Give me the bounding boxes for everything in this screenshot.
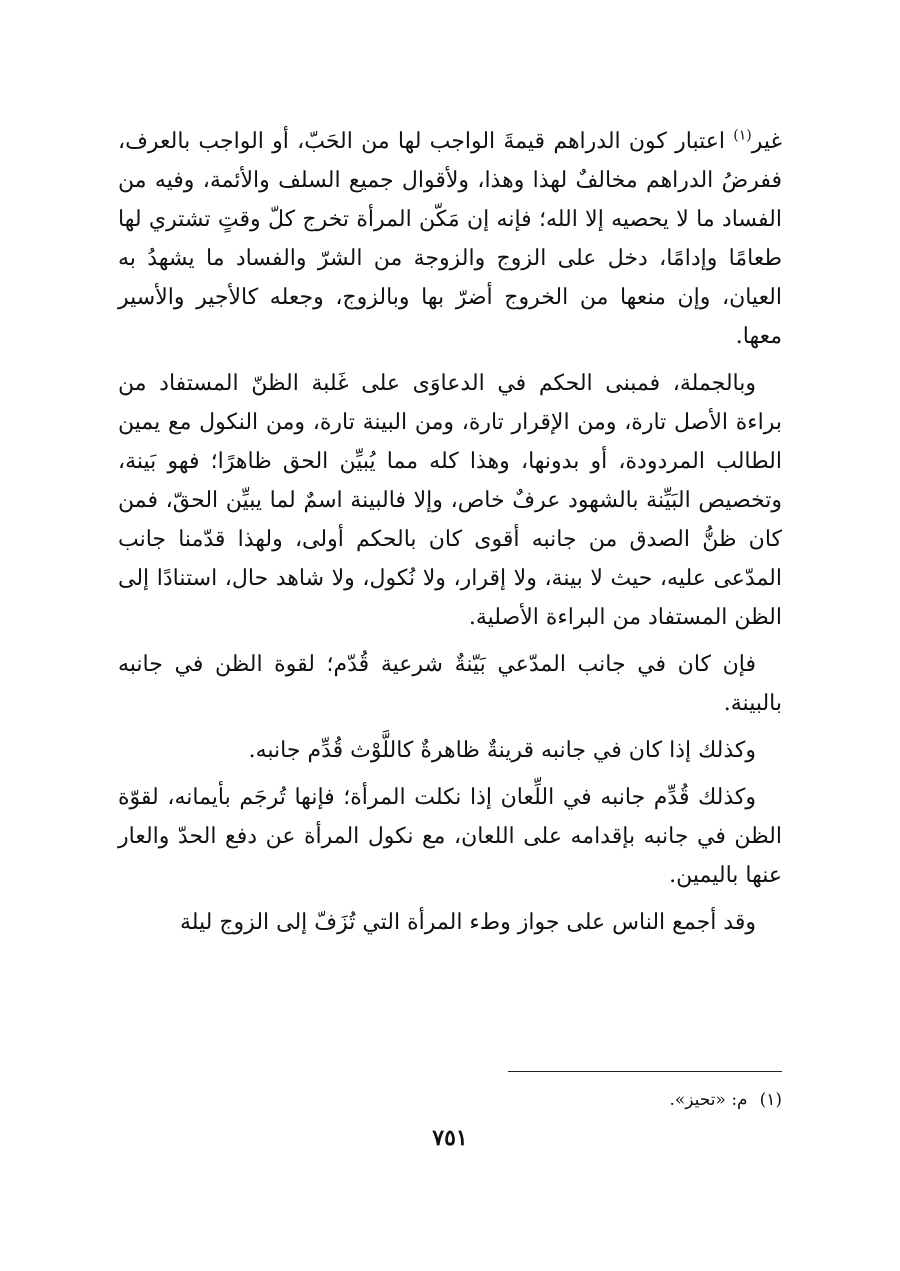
paragraph-5: وكذلك قُدِّم جانبه في اللِّعان إذا نكلت المرأة؛ فإنها تُرجَم بأيمانه، لقوّة الظن في جانبه بإقدامه على اللعان، مع نكول المرأة عن دفع الحدّ والعار عنها باليمين. — [118, 785, 782, 888]
paragraph-1-lead: غير — [751, 129, 782, 154]
footnote — [118, 1086, 782, 1114]
paragraph-2: وبالجملة، فمبنى الحكم في الدعاوَى على غَلبة الظنّ المستفاد من براءة الأصل تارة، ومن الإقرار تارة، ومن البينة تارة، ومن النكول مع يمين الطالب المردودة، أو بدونها، وهذا كله مما يُبيِّن الحق ظاهرًا؛ فهو بَينة، وتخصيص البَيِّنة بالشهود عرفٌ خاص، وإلا فالبينة اسمٌ لما يبيِّن الحقّ، فمن كان ظنُّ الصدق من جانبه أقوى كان بالحكم أولى، ولهذا قدّمنا جانب المدّعى عليه، حيث لا بينة، ولا إقرار، ولا نُكول، ولا شاهد حال، استنادًا إلى الظن المستفاد من البراءة الأصلية. — [118, 371, 782, 630]
footnote-number: (١) — [759, 1090, 782, 1110]
main-text-block — [118, 122, 782, 950]
paragraph-3: فإن كان في جانب المدّعي بَيّنةٌ شرعية قُدّم؛ لقوة الظن في جانبه بالبينة. — [118, 652, 782, 716]
paragraph-1 — [118, 122, 782, 356]
footnote-divider — [508, 1071, 782, 1072]
paragraph-4: وكذلك إذا كان في جانبه قرينةٌ ظاهرةٌ كاللَّوْث قُدِّم جانبه. — [248, 738, 756, 763]
page-number: ٧٥١ — [432, 1125, 468, 1151]
paragraph-1-text: اعتبار كون الدراهم قيمةَ الواجب لها من الحَبّ، أو الواجب بالعرف، ففرضُ الدراهم مخالفٌ لهذا وهذا، ولأقوال جميع السلف والأئمة، وفيه من الفساد ما لا يحصيه إلا الله؛ فإنه إن مَكّن المرأة تخرج كلّ وقتٍ تشتري لها طعامًا وإدامًا، دخل على الزوج والزوجة من الشرّ والفساد ما يشهدُ به العيان، وإن منعها من الخروج أضرّ بها وبالزوج، وجعله كالأجير والأسير معها. — [118, 129, 782, 349]
footnote-text: م: «تحيز». — [669, 1090, 748, 1110]
footnote-reference: (١) — [733, 127, 752, 144]
paragraph-6: وقد أجمع الناس على جواز وطء المرأة التي تُزَفّ إلى الزوج ليلة — [179, 910, 756, 935]
